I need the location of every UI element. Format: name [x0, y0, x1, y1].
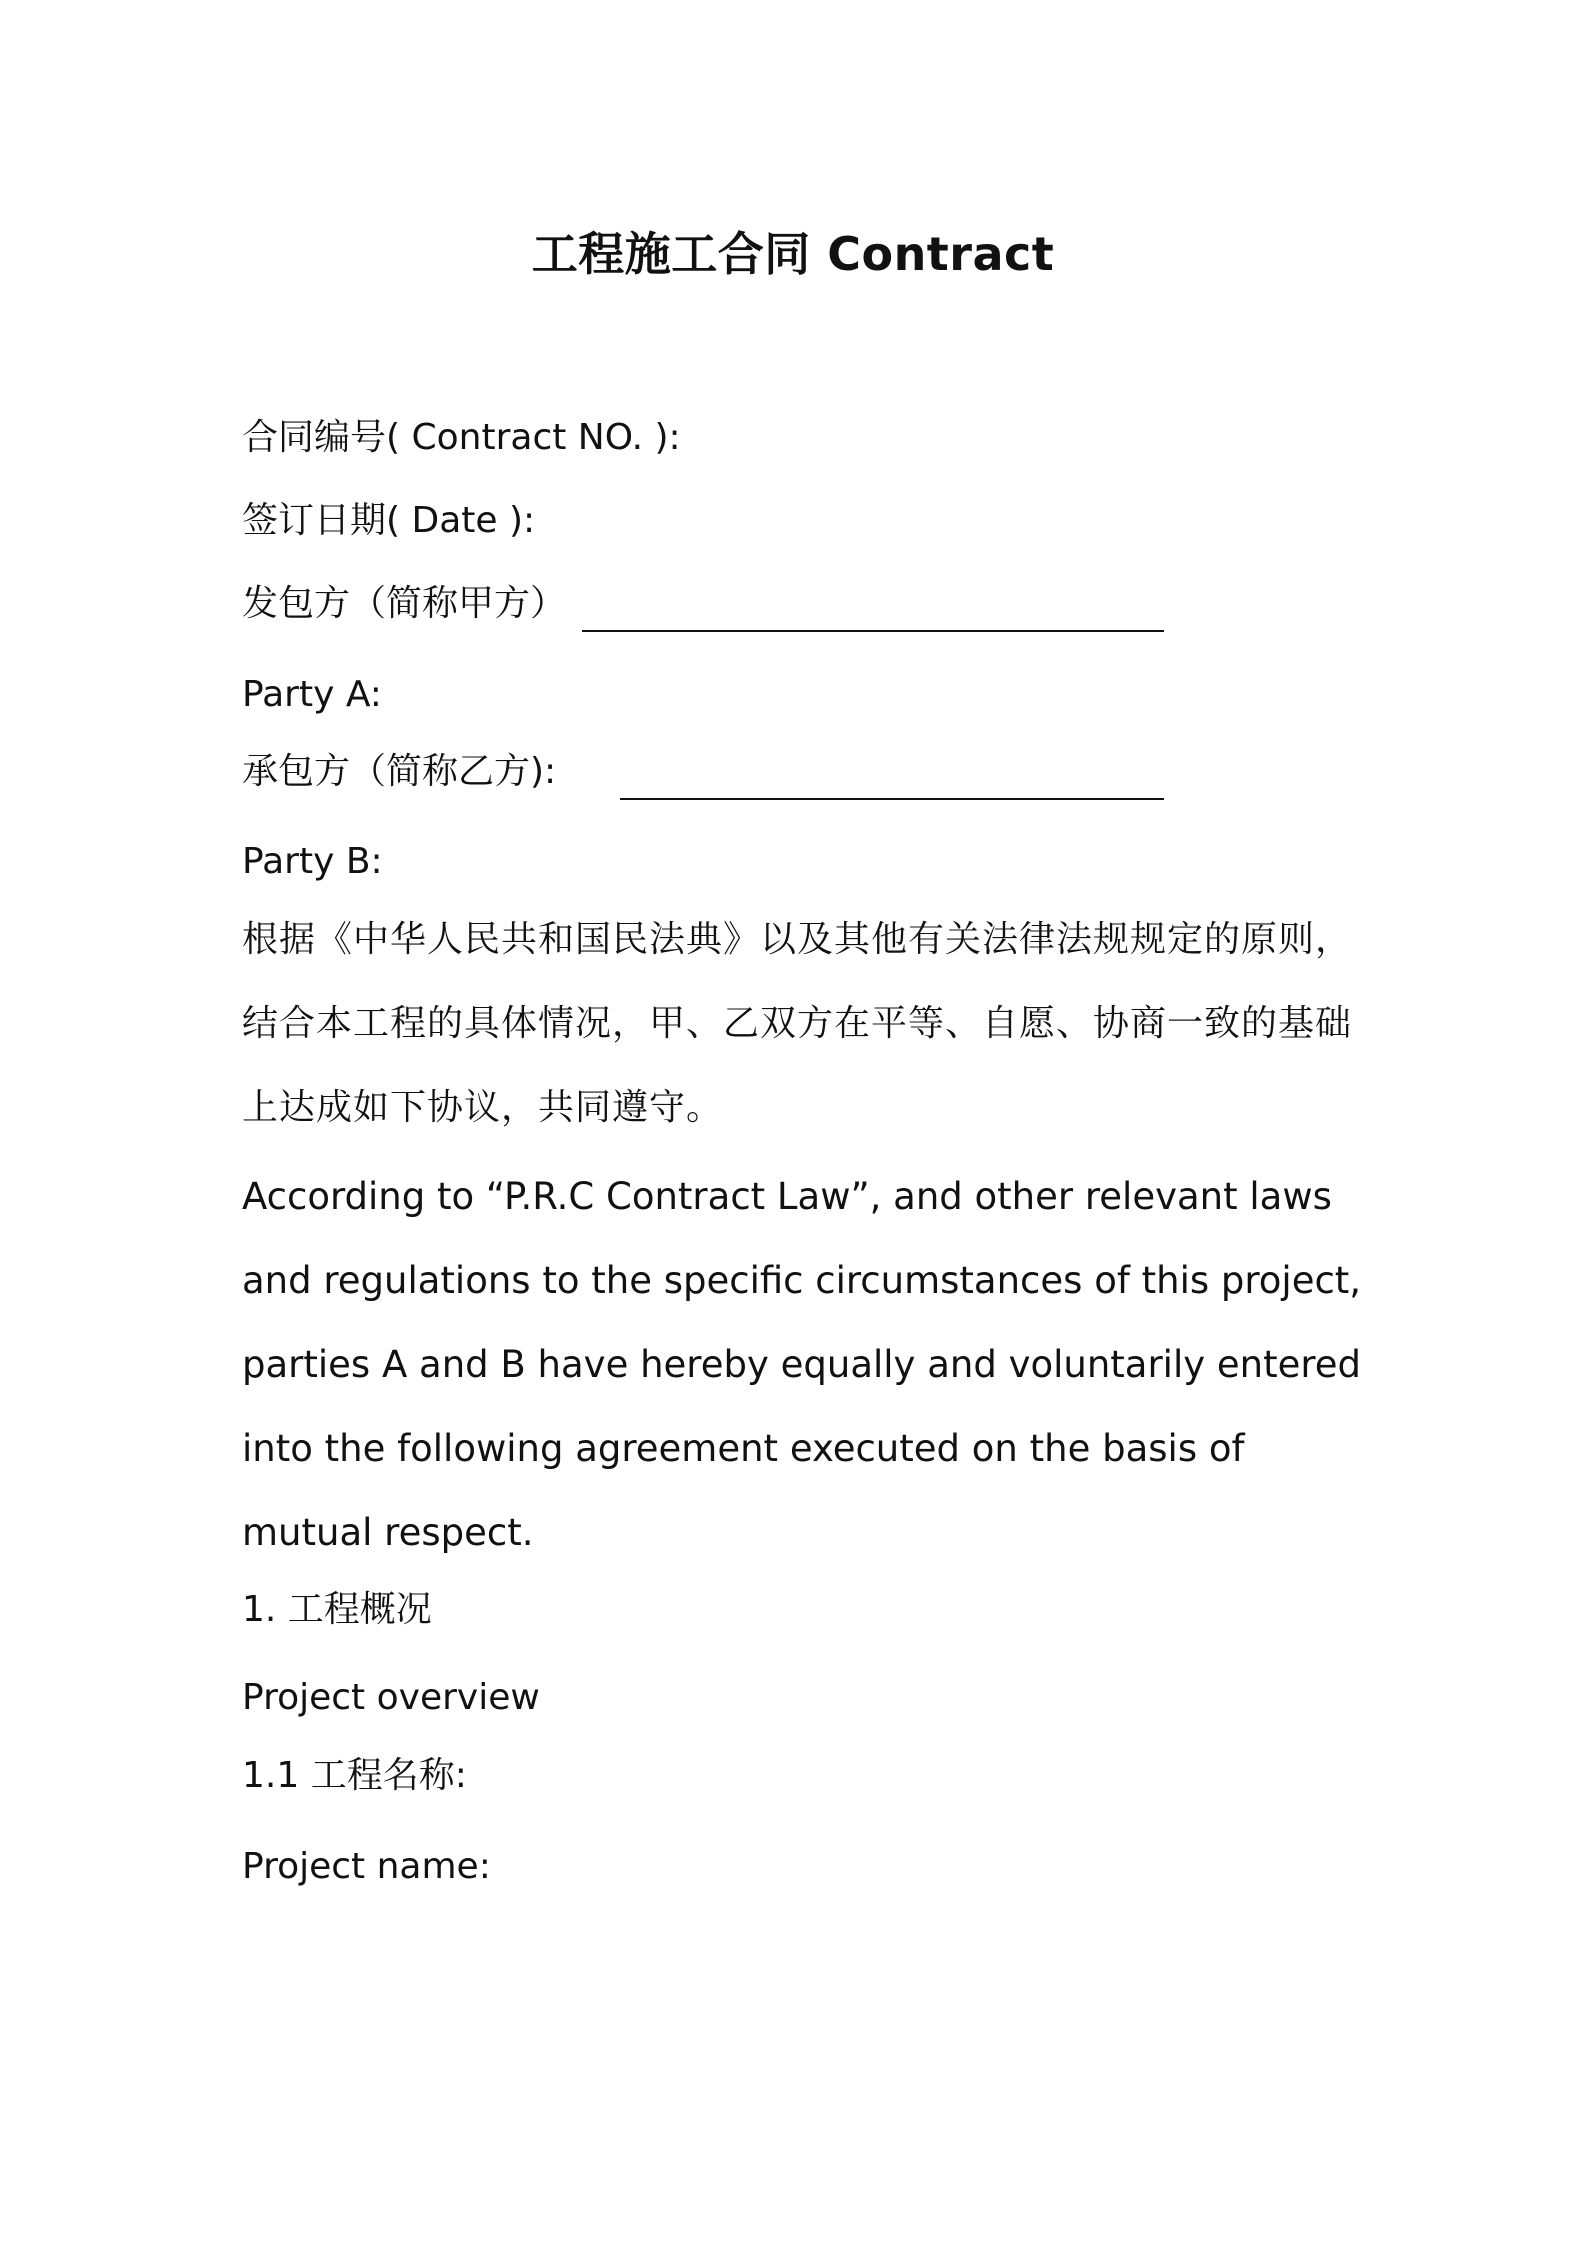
- section-1-heading-cn: 1. 工程概况: [242, 1589, 432, 1630]
- section-1-1-heading-cn: 1.1 工程名称:: [242, 1755, 467, 1796]
- document-title: 工程施工合同 Contract: [531, 227, 1055, 281]
- section-1-heading-en: Project overview: [242, 1677, 540, 1718]
- party-b-blank-line[interactable]: [620, 798, 1164, 800]
- party-b-en-label: Party B:: [242, 841, 383, 882]
- contract-number-label: 合同编号( Contract NO. ):: [242, 417, 681, 458]
- intro-paragraph-cn: 根据《中华人民共和国民法典》以及其他有关法律法规规定的原则，结合本工程的具体情况，甲、乙双方在平等、自愿、协商一致的基础上达成如下协议，共同遵守。: [242, 919, 1353, 1128]
- party-a-blank-line[interactable]: [582, 630, 1164, 632]
- party-b-cn-label: 承包方（简称乙方):: [242, 751, 557, 792]
- party-a-en-label: Party A:: [242, 674, 382, 715]
- party-a-cn-label: 发包方（简称甲方）: [242, 583, 567, 624]
- signing-date-label: 签订日期( Date ):: [242, 500, 536, 541]
- intro-paragraph-en: According to “P.R.C Contract Law”, and other relevant laws and regulations to the specific circumstances of this project, parties A and B have hereby equally and voluntarily entered into the following agreement executed on the basis of mutual respect.: [242, 1175, 1362, 1554]
- section-1-1-heading-en: Project name:: [242, 1846, 491, 1887]
